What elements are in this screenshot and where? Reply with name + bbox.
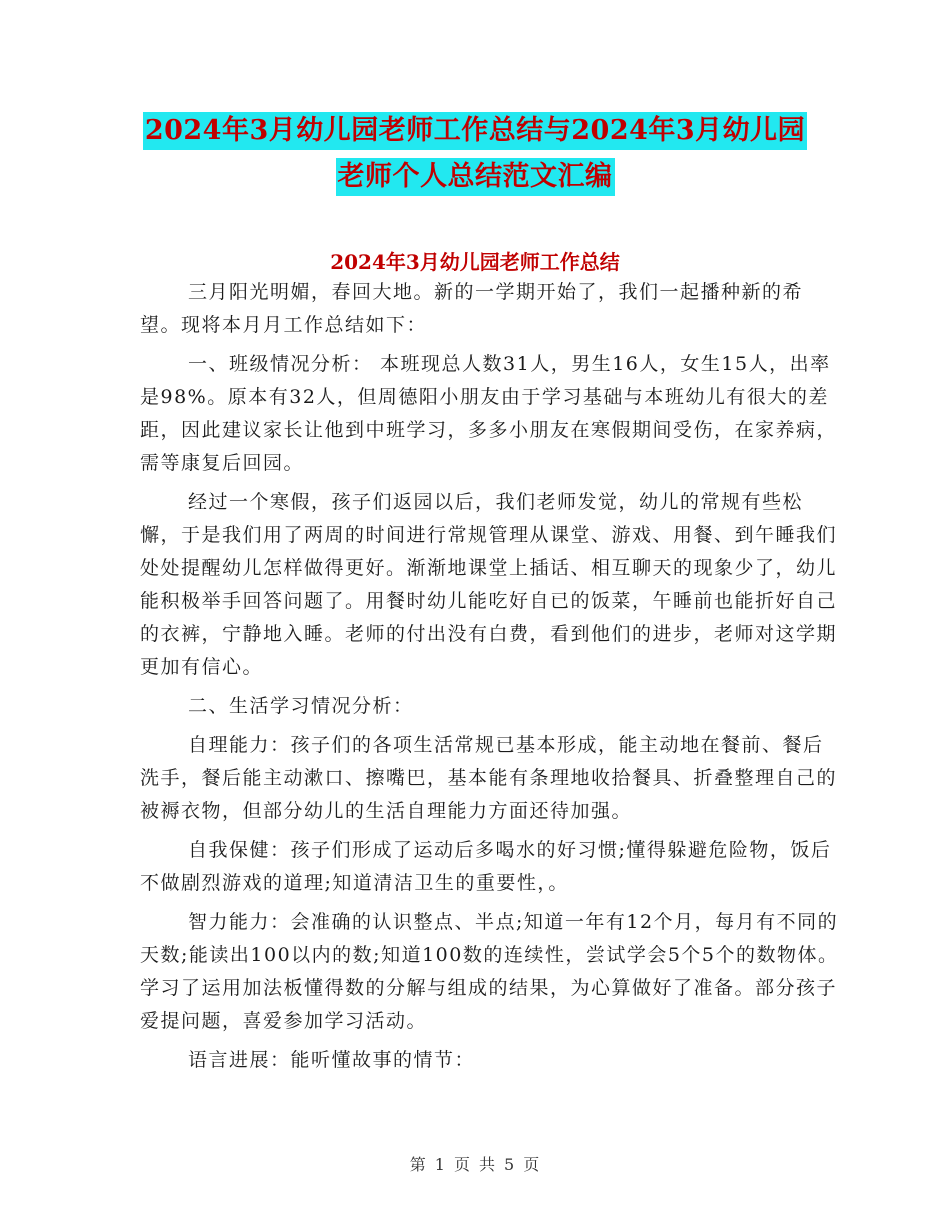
title-line-1: 2024年3月幼儿园老师工作总结与2024年3月幼儿园 <box>143 112 807 150</box>
footer-page-number: 1 <box>434 1155 446 1174</box>
title-line-2: 老师个人总结范文汇编 <box>336 158 615 196</box>
footer-page-unit: 页 <box>453 1155 471 1174</box>
page-footer <box>0 1154 950 1176</box>
section-heading: 2024年3月幼儿园老师工作总结 <box>330 250 620 274</box>
footer-total-prefix: 共 <box>479 1155 497 1174</box>
footer-prefix: 第 <box>409 1155 427 1174</box>
paragraph-class-situation: 一、班级情况分析： 本班现总人数31人，男生16人，女生15人，出率是98%。原本有32人，但周德阳小朋友由于学习基础与本班幼儿有很大的差距，因此建议家长让他到中班学习，多多小朋友在寒假期间受伤，在家养病，需等康复后回园。 <box>140 353 838 474</box>
footer-total-unit: 页 <box>523 1155 541 1174</box>
paragraph-language: 语言进展：能听懂故事的情节： <box>188 1049 476 1071</box>
document-body <box>140 276 840 1077</box>
footer-total-pages: 5 <box>504 1155 516 1174</box>
paragraph-life-study-heading: 二、生活学习情况分析： <box>188 695 414 717</box>
document-title <box>0 110 950 196</box>
paragraph-after-winter-break: 经过一个寒假，孩子们返园以后，我们老师发觉，幼儿的常规有些松懈，于是我们用了两周的时间进行常规管理从课堂、游戏、用餐、到午睡我们处处提醒幼儿怎样做得更好。渐渐地课堂上插话、相互聊天的现象少了，幼儿能积极举手回答问题了。用餐时幼儿能吃好自已的饭菜，午睡前也能折好自己的衣裤，宁静地入睡。老师的付出没有白费，看到他们的进步，老师对这学期更加有信心。 <box>140 491 838 678</box>
paragraph-intellectual: 智力能力：会准确的认识整点、半点;知道一年有12个月，每月有不同的天数;能读出100以内的数;知道100数的连续性，尝试学会5个5个的数物体。学习了运用加法板懂得数的分解与组成的结果，为心算做好了准备。部分孩子爱提问题，喜爱参加学习活动。 <box>140 911 839 1032</box>
paragraph-self-care: 自理能力：孩子们的各项生活常规已基本形成，能主动地在餐前、餐后洗手，餐后能主动漱口、擦嘴巴，基本能有条理地收拾餐具、折叠整理自己的被褥衣物，但部分幼儿的生活自理能力方面还待加强。 <box>140 734 838 822</box>
paragraph-intro: 三月阳光明媚，春回大地。新的一学期开始了，我们一起播种新的希望。现将本月月工作总结如下： <box>140 281 804 336</box>
paragraph-self-health: 自我保健：孩子们形成了运动后多喝水的好习惯;懂得躲避危险物，饭后不做剧烈游戏的道理;知道清洁卫生的重要性，。 <box>140 839 832 894</box>
